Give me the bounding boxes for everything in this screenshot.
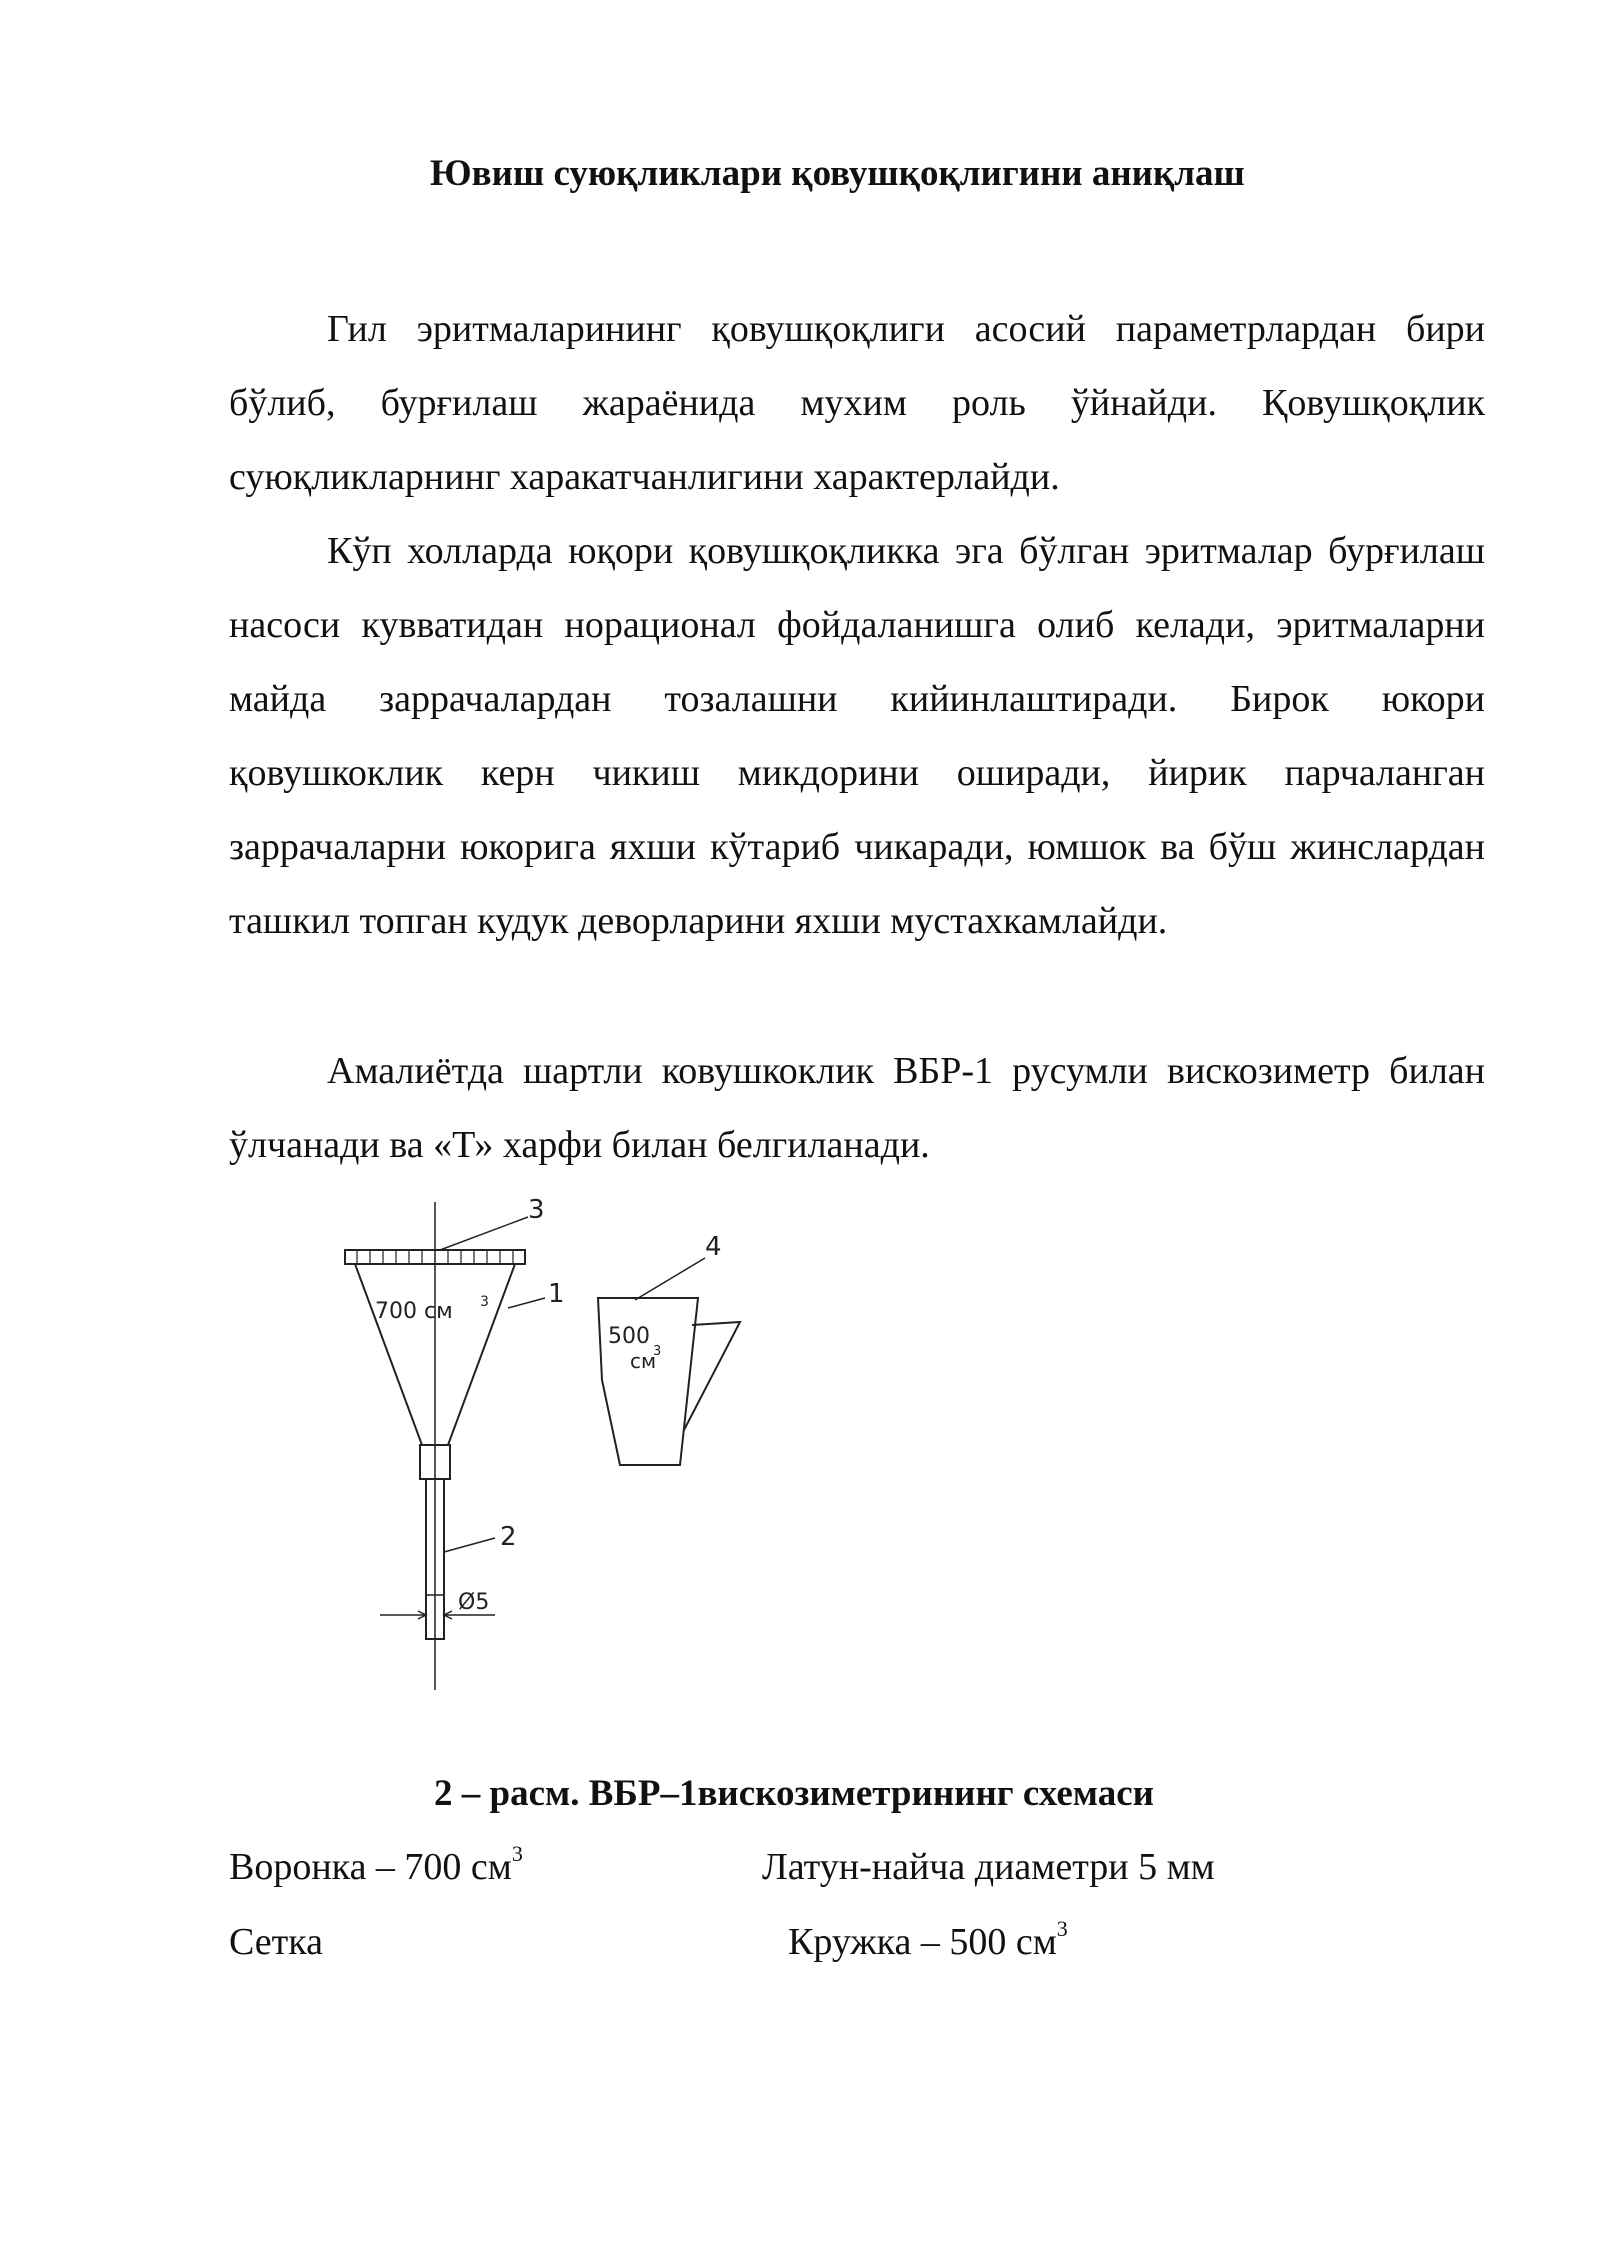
viscometer-drawing (330, 1190, 780, 1700)
paragraph-3-text: Амалиётда шартли ковушкоклик ВБР-1 русумли вискозиметр билан ўлчанади ва «Т» харфи билан белгиланади. (229, 1050, 1485, 1166)
paragraph-1-text: Гил эритмаларининг қовушқоқлиги асосий параметрлардан бири бўлиб, бурғилаш жараёнида мухим роль ўйнайди. Қовушқоқлик суюқликларнинг харакатчанлигини характерлайди. (229, 308, 1485, 498)
viscometer-sketch (330, 1190, 780, 1700)
cup-volume-superscript: 3 (653, 1344, 662, 1359)
paragraph-2-text: Кўп холларда юқори қовушқоқликка эга бўлган эритмалар бурғилаш насоси кувватидан норационал фойдаланишга олиб келади, эритмаларни майда заррачалардан тозалашни кийинлаштиради. Бирок юкори қовушкоклик керн чикиш микдорини оширади, йирик парчаланган заррачаларни юкорига яхши кўтариб чикаради, юмшок ва бўш жинслардан ташкил топган кудук деворларини яхши мустахкамлайди. (229, 530, 1485, 942)
callout-2: 2 (500, 1522, 517, 1552)
cup-volume-unit: см (630, 1349, 657, 1373)
cup-volume-number: 500 (608, 1324, 650, 1349)
legend-funnel (229, 1841, 523, 1889)
legend-cup-text: Кружка – 500 см (788, 1921, 1057, 1963)
paragraph-3 (229, 1034, 1485, 1182)
leader-line-2 (444, 1538, 495, 1552)
leader-line-4 (635, 1258, 705, 1300)
legend-funnel-sup: 3 (511, 1841, 523, 1866)
figure-caption: 2 – расм. ВБР–1вискозиметрининг схемаси (434, 1773, 1154, 1814)
legend-cup (788, 1916, 1068, 1964)
callout-1: 1 (548, 1279, 565, 1309)
leader-line-1 (508, 1298, 545, 1308)
leader-line-3 (440, 1217, 528, 1250)
funnel-volume-label: 700 см (375, 1299, 453, 1324)
legend-tube: Латун-найча диаметри 5 мм (762, 1846, 1215, 1888)
document-title: Ювиш суюқликлари қовушқоқлигини аниқлаш (430, 153, 1245, 194)
callout-3: 3 (528, 1195, 545, 1225)
legend-sieve: Сетка (229, 1921, 324, 1963)
legend-funnel-text: Воронка – 700 см (229, 1846, 512, 1888)
diameter-label: Ø5 (458, 1590, 490, 1615)
legend-cup-sup: 3 (1056, 1916, 1068, 1941)
callout-4: 4 (705, 1232, 722, 1262)
cup-handle (684, 1322, 740, 1430)
paragraph-2 (229, 514, 1485, 958)
paragraph-1 (229, 292, 1485, 514)
funnel-volume-superscript: 3 (480, 1294, 489, 1310)
